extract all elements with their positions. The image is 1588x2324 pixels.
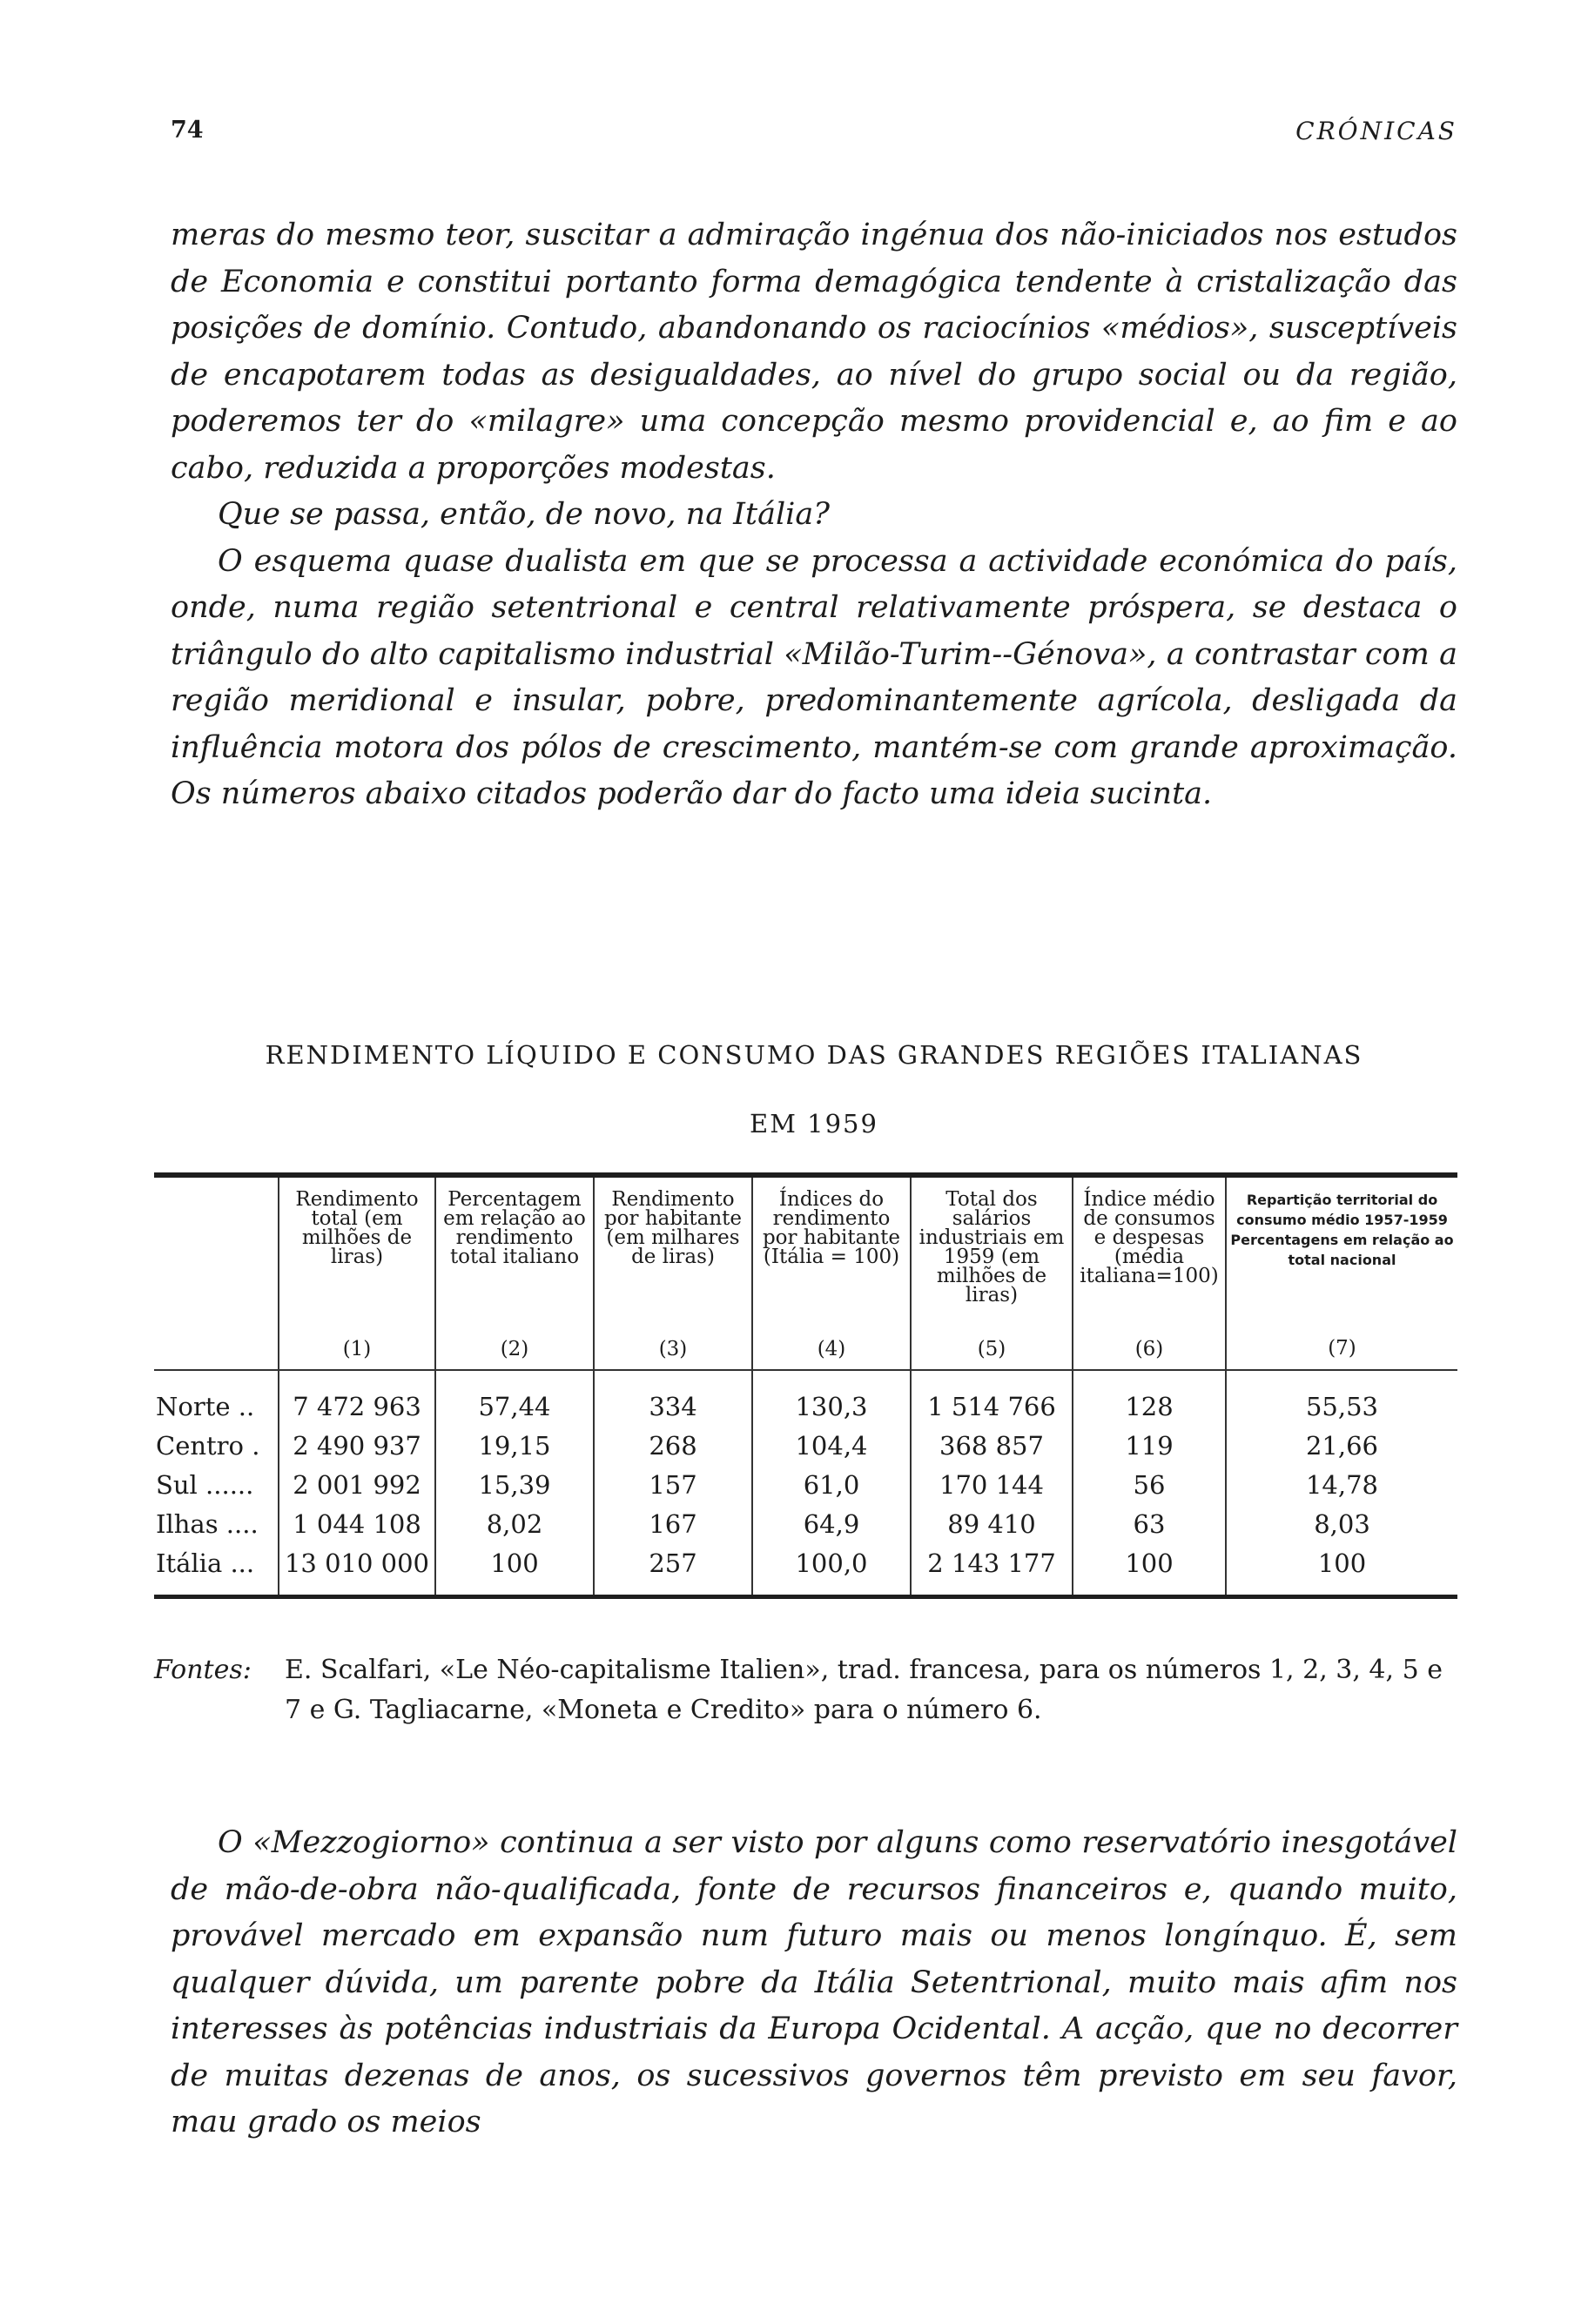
table-cell: 334 <box>594 1370 752 1426</box>
table-cell: 128 <box>1073 1370 1226 1426</box>
table-cell: 19,15 <box>435 1426 594 1465</box>
table-cell: 7 472 963 <box>279 1370 435 1426</box>
table-cell: 100 <box>1073 1543 1226 1595</box>
column-header: Índice médio de consumos e despesas (média italiana=100) (6) <box>1073 1178 1226 1370</box>
table-sources <box>154 1650 1457 1730</box>
column-header: Repartição territorial do consumo médio 1957-1959 Percentagens em relação ao total nacional (7) <box>1226 1178 1457 1370</box>
table-cell: 157 <box>594 1465 752 1504</box>
table-cell: 167 <box>594 1504 752 1543</box>
table-cell: 55,53 <box>1226 1370 1457 1426</box>
table-cell: 61,0 <box>752 1465 911 1504</box>
paragraph: O esquema quase dualista em que se processa a actividade económica do país, onde, numa região setentrional e central relativamente próspera, se destaca o triângulo do alto capitalismo industrial «Milão-Turim--Génova», a contrastar com a região meridional e insular, pobre, predominantemente agrícola, desligada da influência motora dos pólos de crescimento, mantém-se com grande aproximação. Os números abaixo citados poderão dar do facto uma ideia sucinta. <box>171 543 1457 811</box>
table-cell: 8,02 <box>435 1504 594 1543</box>
table-cell: 63 <box>1073 1504 1226 1543</box>
table-cell: 268 <box>594 1426 752 1465</box>
table-cell: 2 490 937 <box>279 1426 435 1465</box>
column-header: Rendimento por habitante (em milhares de liras) (3) <box>594 1178 752 1370</box>
table-cell: 2 143 177 <box>911 1543 1073 1595</box>
page-number: 74 <box>171 117 204 144</box>
region-cell: Itália ... <box>156 1548 255 1578</box>
table-cell: 8,03 <box>1226 1504 1457 1543</box>
table-cell: 104,4 <box>752 1426 911 1465</box>
table-cell: 14,78 <box>1226 1465 1457 1504</box>
paragraph: Que se passa, então, de novo, na Itália? <box>218 497 830 532</box>
column-header: Rendimento total (em milhões de liras) (1) <box>279 1178 435 1370</box>
paragraph: O «Mezzogiorno» continua a ser visto por alguns como reservatório inesgotável de mão-de-obra não-qualificada, fonte de recursos financeiros e, quando muito, provável mercado em expansão num futuro mais ou menos longínquo. É, sem qualquer dúvida, um parente pobre da Itália Setentrional, muito mais afim nos interesses às potências industriais da Europa Ocidental. A acção, que no decorrer de muitas dezenas de anos, os sucessivos governos têm previsto em seu favor, mau grado os meios <box>171 1825 1457 2139</box>
running-head: CRÓNICAS <box>1295 117 1457 145</box>
table-cell: 100 <box>1226 1543 1457 1595</box>
table-row <box>154 1370 1457 1426</box>
table-cell: 64,9 <box>752 1504 911 1543</box>
paragraph: meras do mesmo teor, suscitar a admiração ingénua dos não-iniciados nos estudos de Economia e constitui portanto forma demagógica tendente à cristalização das posições de domínio. Contudo, abandonando os raciocínios «médios», susceptíveis de encapotarem todas as desigualdades, ao nível do grupo social ou da região, poderemos ter do «milagre» uma concepção mesmo providencial e, ao fim e ao cabo, reduzida a proporções modestas. <box>171 218 1457 486</box>
sources-label: Fontes: <box>154 1655 252 1685</box>
body-text-lower <box>171 1820 1457 2146</box>
stub-header <box>154 1178 279 1370</box>
table-row <box>154 1504 1457 1543</box>
table-row <box>154 1465 1457 1504</box>
table-subtitle: EM 1959 <box>750 1109 878 1138</box>
column-header: Total dos salários industriais em 1959 (em milhões de liras) (5) <box>911 1178 1073 1370</box>
table-cell: 130,3 <box>752 1370 911 1426</box>
table-cell: 170 144 <box>911 1465 1073 1504</box>
data-table <box>154 1172 1457 1599</box>
table-header-row <box>154 1178 1457 1370</box>
table-cell: 257 <box>594 1543 752 1595</box>
table-row <box>154 1426 1457 1465</box>
table-cell: 15,39 <box>435 1465 594 1504</box>
table-bottom-rule <box>154 1595 1457 1599</box>
table-cell: 2 001 992 <box>279 1465 435 1504</box>
region-cell: Ilhas .... <box>156 1508 259 1539</box>
table-cell: 13 010 000 <box>279 1543 435 1595</box>
table-cell: 56 <box>1073 1465 1226 1504</box>
table-cell: 1 514 766 <box>911 1370 1073 1426</box>
column-header: Índices do rendimento por habitante (Itália = 100) (4) <box>752 1178 911 1370</box>
table-cell: 89 410 <box>911 1504 1073 1543</box>
table-cell: 1 044 108 <box>279 1504 435 1543</box>
region-cell: Centro . <box>156 1430 260 1461</box>
table-cell: 57,44 <box>435 1370 594 1426</box>
region-cell: Norte .. <box>156 1391 255 1421</box>
column-header: Percentagem em relação ao rendimento total italiano (2) <box>435 1178 594 1370</box>
table-title: RENDIMENTO LÍQUIDO E CONSUMO DAS GRANDES REGIÕES ITALIANAS <box>265 1040 1363 1070</box>
table-cell: 21,66 <box>1226 1426 1457 1465</box>
region-cell: Sul ...... <box>156 1469 254 1500</box>
sources-text: E. Scalfari, «Le Néo-capitalisme Italien», trad. francesa, para os números 1, 2, 3, 4, 5 e 7 e G. Tagliacarne, «Moneta e Credito» para o número 6. <box>285 1655 1443 1725</box>
table-cell: 100 <box>435 1543 594 1595</box>
page-header <box>171 117 1457 151</box>
body-text-upper <box>171 212 1457 818</box>
table-cell: 368 857 <box>911 1426 1073 1465</box>
table-cell: 119 <box>1073 1426 1226 1465</box>
table-cell: 100,0 <box>752 1543 911 1595</box>
table-row <box>154 1543 1457 1595</box>
